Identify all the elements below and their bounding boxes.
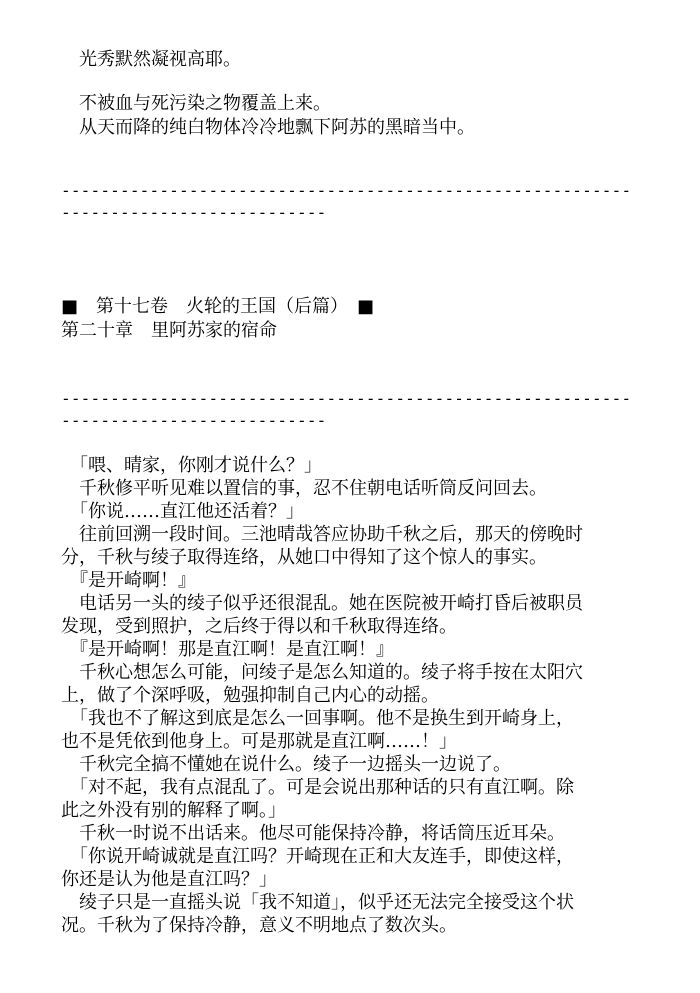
body-line: 千秋修平听见难以置信的事，忍不住朝电话听筒反问回去。 xyxy=(61,478,547,499)
body-line: 绫子只是一直摇头说「我不知道」，似乎还无法完全接受这个状 xyxy=(61,892,574,913)
volume-heading: ■ 第十七卷 火轮的王国（后篇） ■ xyxy=(61,296,375,317)
body-line: 「我也不了解这到底是怎么一回事啊。他不是换生到开崎身上， xyxy=(61,708,574,729)
body-line: 发现，受到照护，之后终于得以和千秋取得连络。 xyxy=(61,616,457,637)
separator-line: ------------------------------------------------------------------------------------- xyxy=(61,181,632,222)
body-line: 往前回溯一段时间。三池晴哉答应协助千秋之后，那天的傍晚时 xyxy=(61,524,583,545)
paragraph-line: 从天而降的纯白物体冷冷地飘下阿苏的黑暗当中。 xyxy=(61,117,475,138)
paragraph-line: 光秀默然凝视高耶。 xyxy=(61,49,241,70)
body-line: 此之外没有别的解释了啊。」 xyxy=(61,800,286,821)
body-line: 「你说……直江他还活着？」 xyxy=(61,501,304,522)
body-line: 你还是认为他是直江吗？」 xyxy=(61,869,277,890)
body-line: 「你说开崎诚就是直江吗？开崎现在正和大友连手，即使这样， xyxy=(61,846,574,867)
body-line: 分，千秋与绫子取得连络，从她口中得知了这个惊人的事实。 xyxy=(61,547,547,568)
body-line: 『是开崎啊！』 xyxy=(61,570,196,591)
body-line: 上，做了个深呼吸，勉强抑制自己内心的动摇。 xyxy=(61,685,439,706)
body-line: 况。千秋为了保持冷静，意义不明地点了数次头。 xyxy=(61,915,457,936)
body-line: 也不是凭依到他身上。可是那就是直江啊……！」 xyxy=(61,731,457,752)
chapter-heading: 第二十章 里阿苏家的宿命 xyxy=(61,320,277,341)
body-line: 「喂、晴家，你刚才说什么？」 xyxy=(61,455,322,476)
separator-line: ------------------------------------------------------------------------------------- xyxy=(61,389,632,430)
paragraph-line: 不被血与死污染之物覆盖上来。 xyxy=(61,93,331,114)
body-line: 千秋完全搞不懂她在说什么。绫子一边摇头一边说了。 xyxy=(61,754,511,775)
body-line: 『是开崎啊！那是直江啊！是直江啊！』 xyxy=(61,639,394,660)
body-line: 千秋一时说不出话来。他尽可能保持冷静，将话筒压近耳朵。 xyxy=(61,823,565,844)
body-line: 千秋心想怎么可能，问绫子是怎么知道的。绫子将手按在太阳穴 xyxy=(61,662,583,683)
body-line: 「对不起，我有点混乱了。可是会说出那种话的只有直江啊。除 xyxy=(61,777,574,798)
body-line: 电话另一头的绫子似乎还很混乱。她在医院被开崎打昏后被职员 xyxy=(61,593,583,614)
